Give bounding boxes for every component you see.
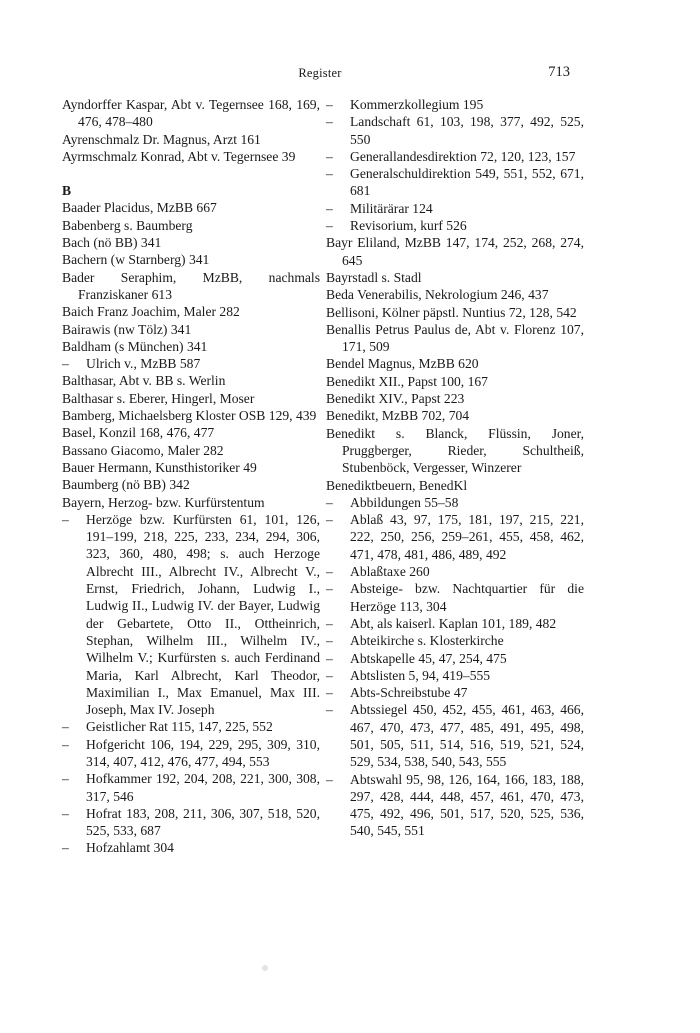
index-entry: Ayndorffer Kaspar, Abt v. Tegernsee 168, 169, 476, 478–480 — [62, 97, 320, 130]
index-entry: Ayrmschmalz Konrad, Abt v. Tegernsee 39 — [62, 148, 296, 164]
subentry-text: Geistlicher Rat 115, 147, 225, 552 — [86, 719, 273, 735]
subentry-dash: – — [326, 702, 333, 718]
index-subentry — [62, 839, 320, 856]
index-entry: Bamberg, Michaelsberg Kloster OSB 129, 439 — [62, 408, 317, 424]
subentry-text: Ablaßtaxe 260 — [350, 564, 430, 580]
subentry-text: Hofzahlamt 304 — [86, 840, 174, 856]
subentry-dash: – — [62, 719, 69, 735]
index-subentry — [326, 217, 584, 234]
subentry-dash: – — [326, 218, 333, 234]
index-subentry — [326, 771, 584, 840]
subentry-text: Abtslisten 5, 94, 419–555 — [350, 667, 491, 683]
subentry-dash: – — [326, 581, 333, 597]
index-entry: Bassano Giacomo, Maler 282 — [62, 442, 224, 458]
index-subentry — [62, 511, 320, 719]
subentry-dash: – — [62, 771, 69, 787]
subentry-text: Landschaft 61, 103, 198, 377, 492, 525, 550 — [350, 114, 584, 147]
index-entry: Baldham (s München) 341 — [62, 338, 208, 354]
index-subentry — [326, 563, 584, 580]
index-entry: Bach (nö BB) 341 — [62, 235, 162, 251]
index-entry: Baumberg (nö BB) 342 — [62, 477, 190, 493]
page-number: 713 — [548, 64, 570, 80]
subentry-dash: – — [326, 148, 333, 164]
index-subentry — [62, 718, 320, 735]
index-entry: Ayrenschmalz Dr. Magnus, Arzt 161 — [62, 131, 261, 147]
index-entry: Bader Seraphim, MzBB, nachmals Franziskaner 613 — [62, 269, 320, 302]
subentry-text: Abt, als kaiserl. Kaplan 101, 189, 482 — [350, 615, 557, 631]
index-entry: Benallis Petrus Paulus de, Abt v. Florenz 107, 171, 509 — [326, 321, 584, 355]
index-subentry — [62, 805, 320, 840]
subentry-dash: – — [326, 166, 333, 182]
index-subentry — [62, 355, 320, 372]
subentry-text: Hofrat 183, 208, 211, 306, 307, 518, 520, 525, 533, 687 — [86, 805, 320, 839]
index-subentry — [326, 511, 584, 563]
subentry-text: Generallandesdirektion 72, 120, 123, 157 — [350, 148, 576, 164]
subentry-text: Revisorium, kurf 526 — [350, 218, 467, 234]
subentry-text: Abbildungen 55–58 — [350, 494, 459, 510]
subentry-dash: – — [326, 114, 333, 130]
subentry-text: Absteige- bzw. Nachtquartier für die Herzöge 113, 304 — [350, 581, 584, 614]
subentry-dash: – — [326, 633, 333, 649]
index-entry: Benedikt XIV., Papst 223 — [326, 391, 465, 407]
index-subentry — [62, 736, 320, 771]
index-subentry — [326, 580, 584, 615]
subentry-dash: – — [326, 667, 333, 683]
subentry-dash: – — [62, 356, 69, 372]
index-subentry — [326, 632, 584, 649]
subentry-dash: – — [326, 615, 333, 631]
subentry-text: Militärärar 124 — [350, 200, 433, 216]
subentry-dash: – — [326, 685, 333, 701]
index-column-right — [326, 96, 584, 840]
subentry-text: Hofgericht 106, 194, 229, 295, 309, 310, 314, 407, 412, 476, 477, 494, 553 — [86, 736, 320, 769]
page-header — [0, 64, 700, 84]
index-subentry — [326, 200, 584, 217]
subentry-text: Hofkammer 192, 204, 208, 221, 300, 308, 317, 546 — [86, 771, 320, 804]
subentry-text: Herzöge bzw. Kurfürsten 61, 101, 126, 191–199, 218, 225, 233, 234, 294, 306, 323, 360, 480, 498; s. auch Herzoge Albrecht III., Albrecht IV., Albrecht V., Ernst, Friedrich, Johann, Ludwig I., Ludwig II., Ludwig IV. der Bayer, Ludwig der Gebartete, Otto II., Ottheinrich, Stephan, Wilhelm III., Wilhelm IV., Wilhelm V.; Kurfürsten s. auch Ferdinand Maria, Karl Albrecht, Karl Theodor, Maximilian I., Max Emanuel, Max III. Joseph, Max IV. Joseph — [86, 511, 320, 718]
subentry-dash: – — [62, 736, 69, 752]
index-entry: Benedikt s. Blanck, Flüssin, Joner, Pruggberger, Rieder, Schultheiß, Stubenböck, Vergesser, Winzerer — [326, 425, 584, 476]
index-entry: Bachern (w Starnberg) 341 — [62, 252, 210, 268]
index-subentry — [326, 615, 584, 632]
index-entry: Bellisoni, Kölner päpstl. Nuntius 72, 128, 542 — [326, 304, 577, 320]
index-entry: Benediktbeuern, BenedKl — [326, 477, 468, 493]
subentry-dash: – — [62, 840, 69, 856]
index-subentry — [326, 684, 584, 701]
subentry-dash: – — [326, 494, 333, 510]
index-subentry — [326, 650, 584, 667]
subentry-dash: – — [326, 97, 333, 112]
subentry-dash: – — [326, 650, 333, 666]
subentry-text: Kommerzkollegium 195 — [350, 97, 484, 112]
index-entry: Bairawis (nw Tölz) 341 — [62, 321, 192, 337]
index-subentry — [326, 165, 584, 200]
subentry-dash: – — [326, 771, 333, 787]
subentry-dash: – — [326, 200, 333, 216]
index-subentry — [326, 494, 584, 511]
index-entry: Baich Franz Joachim, Maler 282 — [62, 304, 240, 320]
subentry-dash: – — [62, 511, 69, 527]
index-subentry — [326, 96, 584, 113]
running-head: Register — [298, 66, 342, 80]
index-entry: Babenberg s. Baumberg — [62, 217, 193, 233]
index-entry: Bendel Magnus, MzBB 620 — [326, 356, 479, 372]
subentry-text: Abts-Schreibstube 47 — [350, 685, 468, 701]
index-subentry — [326, 148, 584, 165]
index-entry: Baader Placidus, MzBB 667 — [62, 200, 217, 216]
index-subentry — [326, 667, 584, 684]
index-entry: Bayrstadl s. Stadl — [326, 269, 422, 285]
subentry-text: Ulrich v., MzBB 587 — [86, 356, 201, 372]
letter-heading: B — [62, 183, 72, 199]
subentry-dash: – — [62, 805, 69, 821]
index-entry: Balthasar s. Eberer, Hingerl, Moser — [62, 390, 255, 406]
index-entry: Balthasar, Abt v. BB s. Werlin — [62, 373, 226, 389]
index-entry: Beda Venerabilis, Nekrologium 246, 437 — [326, 287, 549, 303]
index-entry: Basel, Konzil 168, 476, 477 — [62, 425, 215, 441]
subentry-text: Ablaß 43, 97, 175, 181, 197, 215, 221, 222, 250, 256, 259–261, 455, 458, 462, 471, 478, 481, 486, 489, 492 — [350, 512, 584, 562]
index-entry: Bayern, Herzog- bzw. Kurfürstentum — [62, 494, 265, 510]
subentry-text: Abteikirche s. Klosterkirche — [350, 633, 504, 649]
index-subentry — [326, 701, 584, 770]
index-subentry — [62, 770, 320, 805]
index-entry: Benedikt, MzBB 702, 704 — [326, 408, 470, 424]
subentry-text: Abtswahl 95, 98, 126, 164, 166, 183, 188, 297, 428, 444, 448, 457, 461, 470, 473, 475, 492, 496, 501, 517, 520, 525, 536, 540, 545, 551 — [350, 771, 584, 839]
subentry-dash: – — [326, 512, 333, 528]
index-column-left — [62, 96, 320, 857]
index-subentry — [326, 113, 584, 148]
index-entry: Bayr Eliland, MzBB 147, 174, 252, 268, 274, 645 — [326, 235, 584, 268]
scan-speck — [262, 965, 268, 971]
subentry-dash: – — [326, 564, 333, 580]
subentry-text: Generalschuldirektion 549, 551, 552, 671, 681 — [350, 166, 584, 199]
index-entry: Bauer Hermann, Kunsthistoriker 49 — [62, 459, 257, 475]
subentry-text: Abtssiegel 450, 452, 455, 461, 463, 466, 467, 470, 473, 477, 485, 491, 495, 498, 501, 505, 511, 514, 516, 519, 521, 524, 529, 534, 538, 540, 543, 555 — [350, 702, 584, 770]
subentry-text: Abtskapelle 45, 47, 254, 475 — [350, 650, 507, 666]
index-entry: Benedikt XII., Papst 100, 167 — [326, 373, 488, 389]
